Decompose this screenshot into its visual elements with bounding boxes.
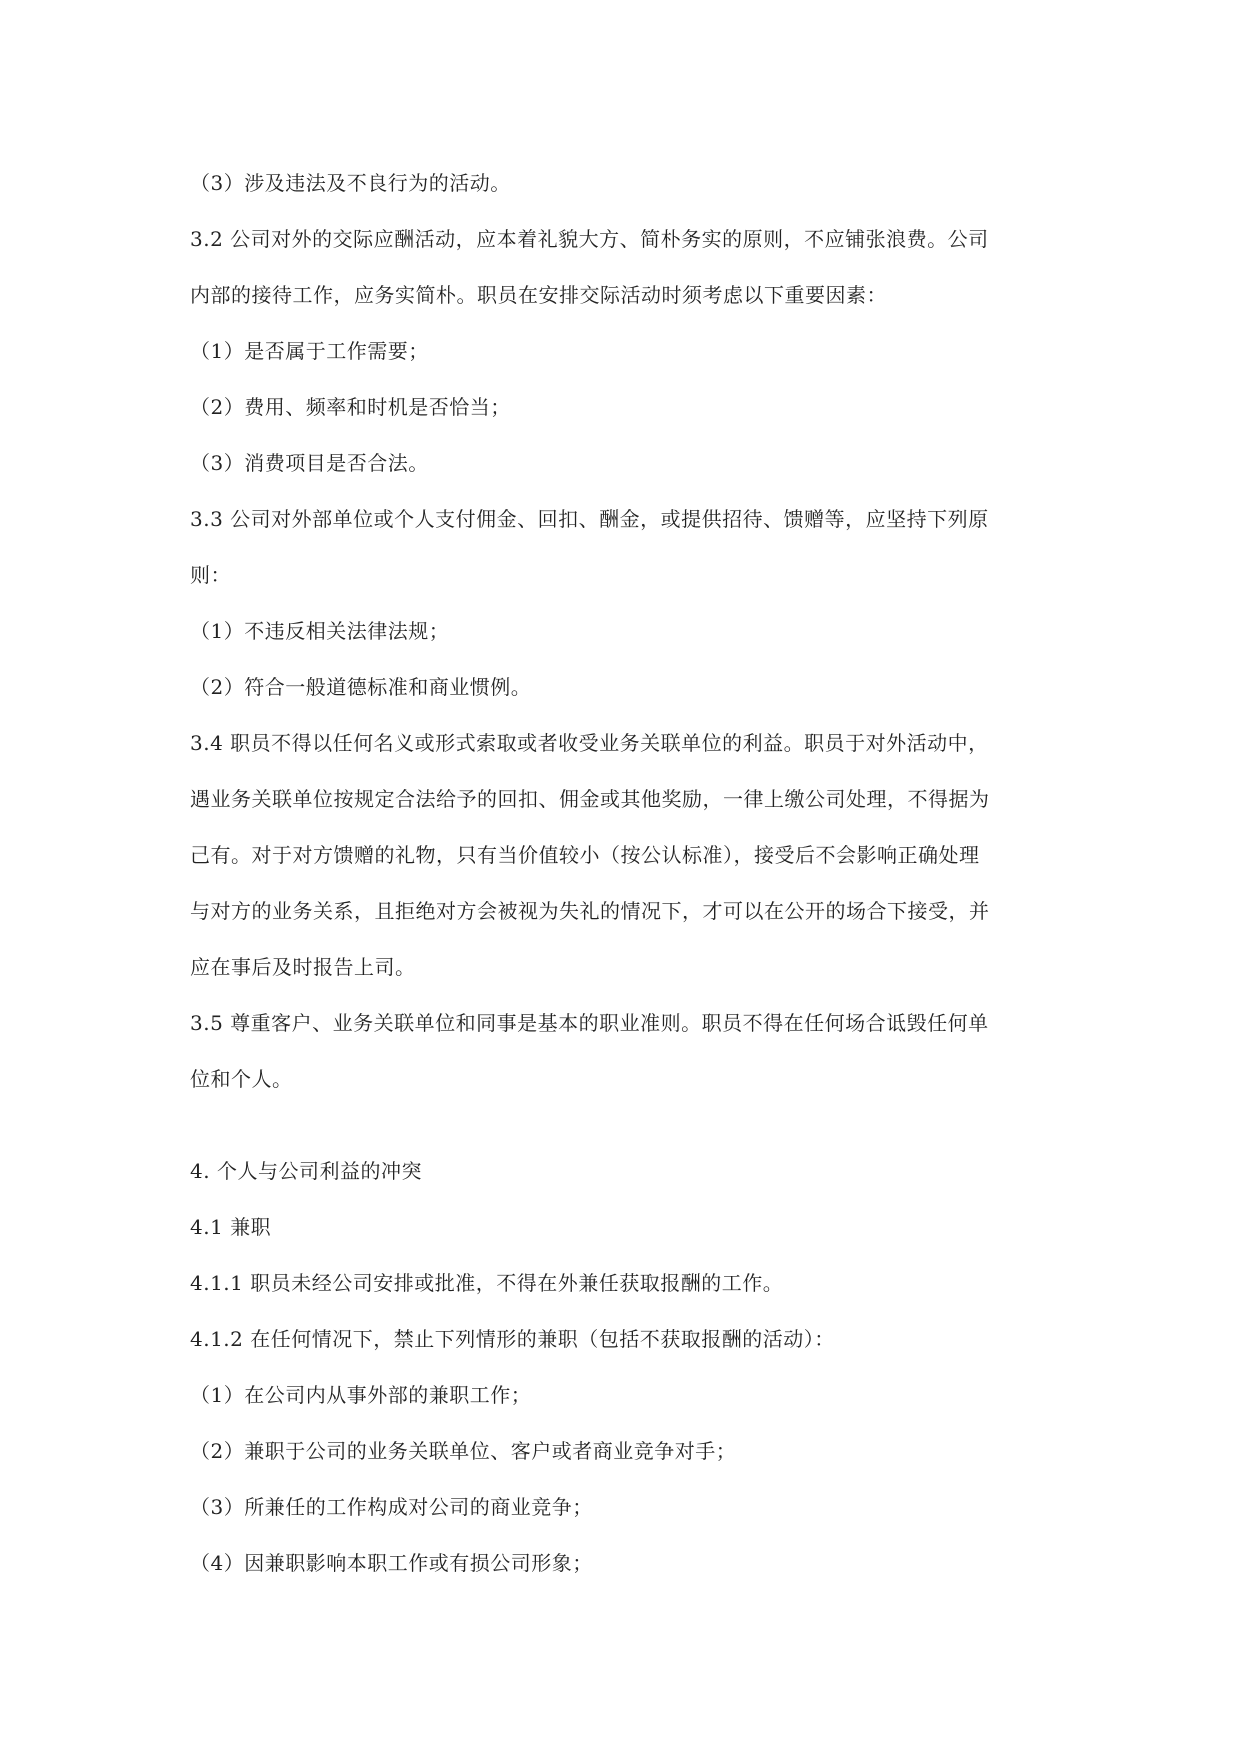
- list-item: （1）是否属于工作需要；: [190, 339, 429, 363]
- paragraph-line: 与对方的业务关系，且拒绝对方会被视为失礼的情况下，才可以在公开的场合下接受，并: [190, 899, 990, 923]
- paragraph-line: 内部的接待工作，应务实简朴。职员在安排交际活动时须考虑以下重要因素：: [190, 283, 887, 307]
- paragraph-line: 3.4 职员不得以任何名义或形式索取或者收受业务关联单位的利益。职员于对外活动中，: [190, 731, 989, 755]
- list-item: （2）费用、频率和时机是否恰当；: [190, 395, 511, 419]
- paragraph-line: 遇业务关联单位按规定合法给予的回扣、佣金或其他奖励，一律上缴公司处理，不得据为: [190, 787, 990, 811]
- list-item: （4）因兼职影响本职工作或有损公司形象；: [190, 1551, 593, 1575]
- list-item: （1）不违反相关法律法规；: [190, 619, 450, 643]
- paragraph-line: 3.2 公司对外的交际应酬活动，应本着礼貌大方、简朴务实的原则，不应铺张浪费。公司: [190, 227, 989, 251]
- paragraph-line: 4.1.1 职员未经公司安排或批准，不得在外兼任获取报酬的工作。: [190, 1271, 784, 1295]
- paragraph-line: 4.1.2 在任何情况下，禁止下列情形的兼职（包括不获取报酬的活动）：: [190, 1327, 835, 1351]
- list-item: （3）消费项目是否合法。: [190, 451, 429, 475]
- paragraph-line: 位和个人。: [190, 1067, 293, 1091]
- list-item: （3）涉及违法及不良行为的活动。: [190, 171, 511, 195]
- list-item: （2）符合一般道德标准和商业惯例。: [190, 675, 532, 699]
- paragraph-line: 己有。对于对方馈赠的礼物，只有当价值较小（按公认标准），接受后不会影响正确处理: [190, 843, 980, 867]
- document-body: [190, 155, 1050, 1591]
- paragraph-line: 则：: [190, 563, 231, 587]
- section-gap: [190, 1107, 1050, 1143]
- paragraph-line: 3.3 公司对外部单位或个人支付佣金、回扣、酬金，或提供招待、馈赠等，应坚持下列原: [190, 507, 989, 531]
- list-item: （2）兼职于公司的业务关联单位、客户或者商业竞争对手；: [190, 1439, 737, 1463]
- subsection-heading: 4.1 兼职: [190, 1215, 272, 1239]
- paragraph-line: 应在事后及时报告上司。: [190, 955, 416, 979]
- list-item: （1）在公司内从事外部的兼职工作；: [190, 1383, 532, 1407]
- section-heading: 4. 个人与公司利益的冲突: [190, 1159, 422, 1183]
- list-item: （3）所兼任的工作构成对公司的商业竞争；: [190, 1495, 593, 1519]
- paragraph-line: 3.5 尊重客户、业务关联单位和同事是基本的职业准则。职员不得在任何场合诋毁任何单: [190, 1011, 989, 1035]
